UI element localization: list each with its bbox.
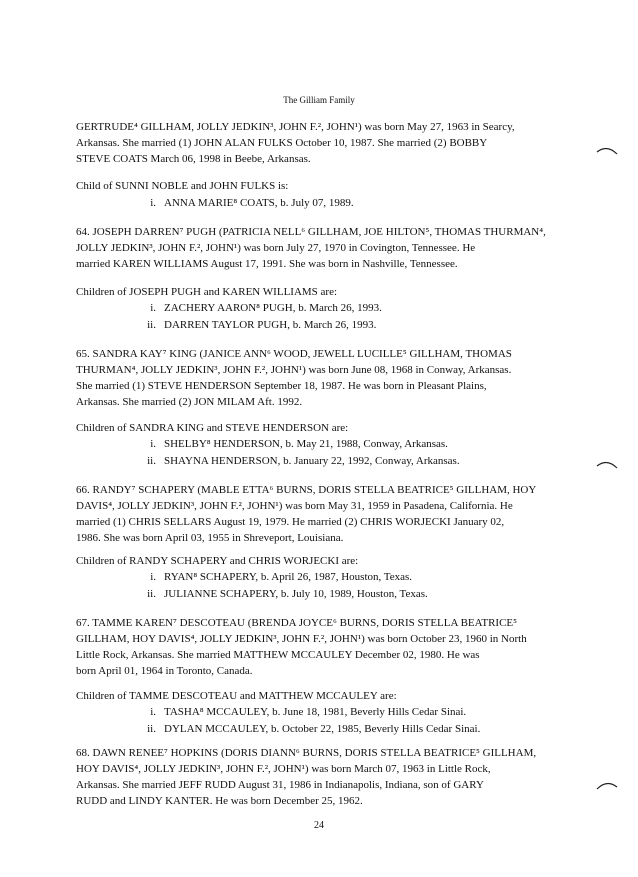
list-index: i.	[150, 438, 156, 450]
page-header: The Gilliam Family	[283, 95, 355, 105]
text-line: 66. RANDY⁷ SCHAPERY (MABLE ETTA⁶ BURNS, DORIS STELLA BEATRICE⁵ GILLHAM, HOY	[76, 484, 537, 496]
entry-67	[76, 615, 566, 679]
list-index: ii.	[147, 588, 156, 600]
text-line: JOLLY JEDKIN³, JOHN F.², JOHN¹) was born July 27, 1970 in Covington, Tennessee. He	[76, 242, 476, 254]
list-index: i.	[150, 197, 156, 209]
hole-punch-mark-icon	[596, 459, 618, 473]
list-item	[120, 586, 560, 603]
text-line: Arkansas. She married (1) JOHN ALAN FULKS October 10, 1987. She married (2) BOBBY	[76, 137, 488, 149]
text-line: 68. DAWN RENEE⁷ HOPKINS (DORIS DIANN⁶ BURNS, DORIS STELLA BEATRICE⁵ GILLHAM,	[76, 747, 537, 759]
children-list	[120, 704, 560, 738]
list-index: ii.	[147, 319, 156, 331]
text-line: Little Rock, Arkansas. She married MATTHEW MCCAULEY December 02, 1980. He was	[76, 649, 480, 661]
list-item	[120, 300, 560, 317]
list-item	[120, 195, 560, 212]
children-list	[120, 436, 560, 470]
list-index: i.	[150, 302, 156, 314]
list-item	[120, 569, 560, 586]
list-text: ANNA MARIE⁸ COATS, b. July 07, 1989.	[164, 197, 354, 209]
hole-punch-mark-icon	[596, 145, 618, 159]
children-heading: Children of JOSEPH PUGH and KAREN WILLIAMS are:	[76, 286, 338, 298]
entry-68	[76, 745, 566, 809]
list-text: JULIANNE SCHAPERY, b. July 10, 1989, Houston, Texas.	[164, 588, 428, 600]
list-item	[120, 704, 560, 721]
list-item	[120, 436, 560, 453]
list-text: DARREN TAYLOR PUGH, b. March 26, 1993.	[164, 319, 377, 331]
list-item	[120, 453, 560, 470]
text-line: born April 01, 1964 in Toronto, Canada.	[76, 665, 253, 677]
text-line: Arkansas. She married (2) JON MILAM Aft. 1992.	[76, 396, 303, 408]
hole-punch-mark-icon	[596, 780, 618, 794]
text-line: GERTRUDE⁴ GILLHAM, JOLLY JEDKIN³, JOHN F.², JOHN¹) was born May 27, 1963 in Searcy,	[76, 121, 515, 133]
children-list	[120, 195, 560, 212]
text-line: married KAREN WILLIAMS August 17, 1991. She was born in Nashville, Tennessee.	[76, 258, 458, 270]
list-item	[120, 721, 560, 738]
text-line: HOY DAVIS⁴, JOLLY JEDKIN³, JOHN F.², JOHN¹) was born March 07, 1963 in Little Rock,	[76, 763, 491, 775]
list-index: ii.	[147, 723, 156, 735]
list-index: i.	[150, 706, 156, 718]
text-line: 67. TAMME KAREN⁷ DESCOTEAU (BRENDA JOYCE⁶ BURNS, DORIS STELLA BEATRICE⁵	[76, 617, 517, 629]
list-text: SHELBY⁸ HENDERSON, b. May 21, 1988, Conway, Arkansas.	[164, 438, 448, 450]
text-line: She married (1) STEVE HENDERSON September 18, 1987. He was born in Pleasant Plains,	[76, 380, 487, 392]
text-line: 65. SANDRA KAY⁷ KING (JANICE ANN⁶ WOOD, JEWELL LUCILLE⁵ GILLHAM, THOMAS	[76, 348, 512, 360]
children-list	[120, 300, 560, 334]
children-heading: Children of RANDY SCHAPERY and CHRIS WORJECKI are:	[76, 555, 359, 567]
text-line: GILLHAM, HOY DAVIS⁴, JOLLY JEDKIN³, JOHN F.², JOHN¹) was born October 23, 1960 in North	[76, 633, 527, 645]
children-heading: Child of SUNNI NOBLE and JOHN FULKS is:	[76, 180, 289, 192]
text-line: Arkansas. She married JEFF RUDD August 31, 1986 in Indianapolis, Indiana, son of GARY	[76, 779, 484, 791]
list-index: ii.	[147, 455, 156, 467]
entry-66	[76, 482, 566, 546]
text-line: 64. JOSEPH DARREN⁷ PUGH (PATRICIA NELL⁶ GILLHAM, JOE HILTON⁵, THOMAS THURMAN⁴,	[76, 226, 546, 238]
children-heading: Children of TAMME DESCOTEAU and MATTHEW MCCAULEY are:	[76, 690, 397, 702]
entry-64	[76, 224, 566, 272]
text-line: STEVE COATS March 06, 1998 in Beebe, Arkansas.	[76, 153, 311, 165]
text-line: RUDD and LINDY KANTER. He was born December 25, 1962.	[76, 795, 363, 807]
list-text: ZACHERY AARON⁸ PUGH, b. March 26, 1993.	[164, 302, 382, 314]
list-text: RYAN⁸ SCHAPERY, b. April 26, 1987, Houston, Texas.	[164, 571, 413, 583]
list-index: i.	[150, 571, 156, 583]
text-line: DAVIS⁴, JOLLY JEDKIN³, JOHN F.², JOHN¹) was born May 31, 1959 in Pasadena, California. He	[76, 500, 513, 512]
page-number: 24	[314, 820, 324, 831]
list-text: DYLAN MCCAULEY, b. October 22, 1985, Beverly Hills Cedar Sinai.	[164, 723, 481, 735]
entry-continuation	[76, 119, 566, 167]
list-item	[120, 317, 560, 334]
entry-65	[76, 346, 566, 410]
text-line: THURMAN⁴, JOLLY JEDKIN³, JOHN F.², JOHN¹) was born June 08, 1968 in Conway, Arkansas.	[76, 364, 512, 376]
text-line: 1986. She was born April 03, 1955 in Shreveport, Louisiana.	[76, 532, 344, 544]
children-heading: Children of SANDRA KING and STEVE HENDERSON are:	[76, 422, 349, 434]
children-list	[120, 569, 560, 603]
text-line: married (1) CHRIS SELLARS August 19, 1979. He married (2) CHRIS WORJECKI January 02,	[76, 516, 505, 528]
list-text: TASHA⁸ MCCAULEY, b. June 18, 1981, Beverly Hills Cedar Sinai.	[164, 706, 467, 718]
list-text: SHAYNA HENDERSON, b. January 22, 1992, Conway, Arkansas.	[164, 455, 460, 467]
